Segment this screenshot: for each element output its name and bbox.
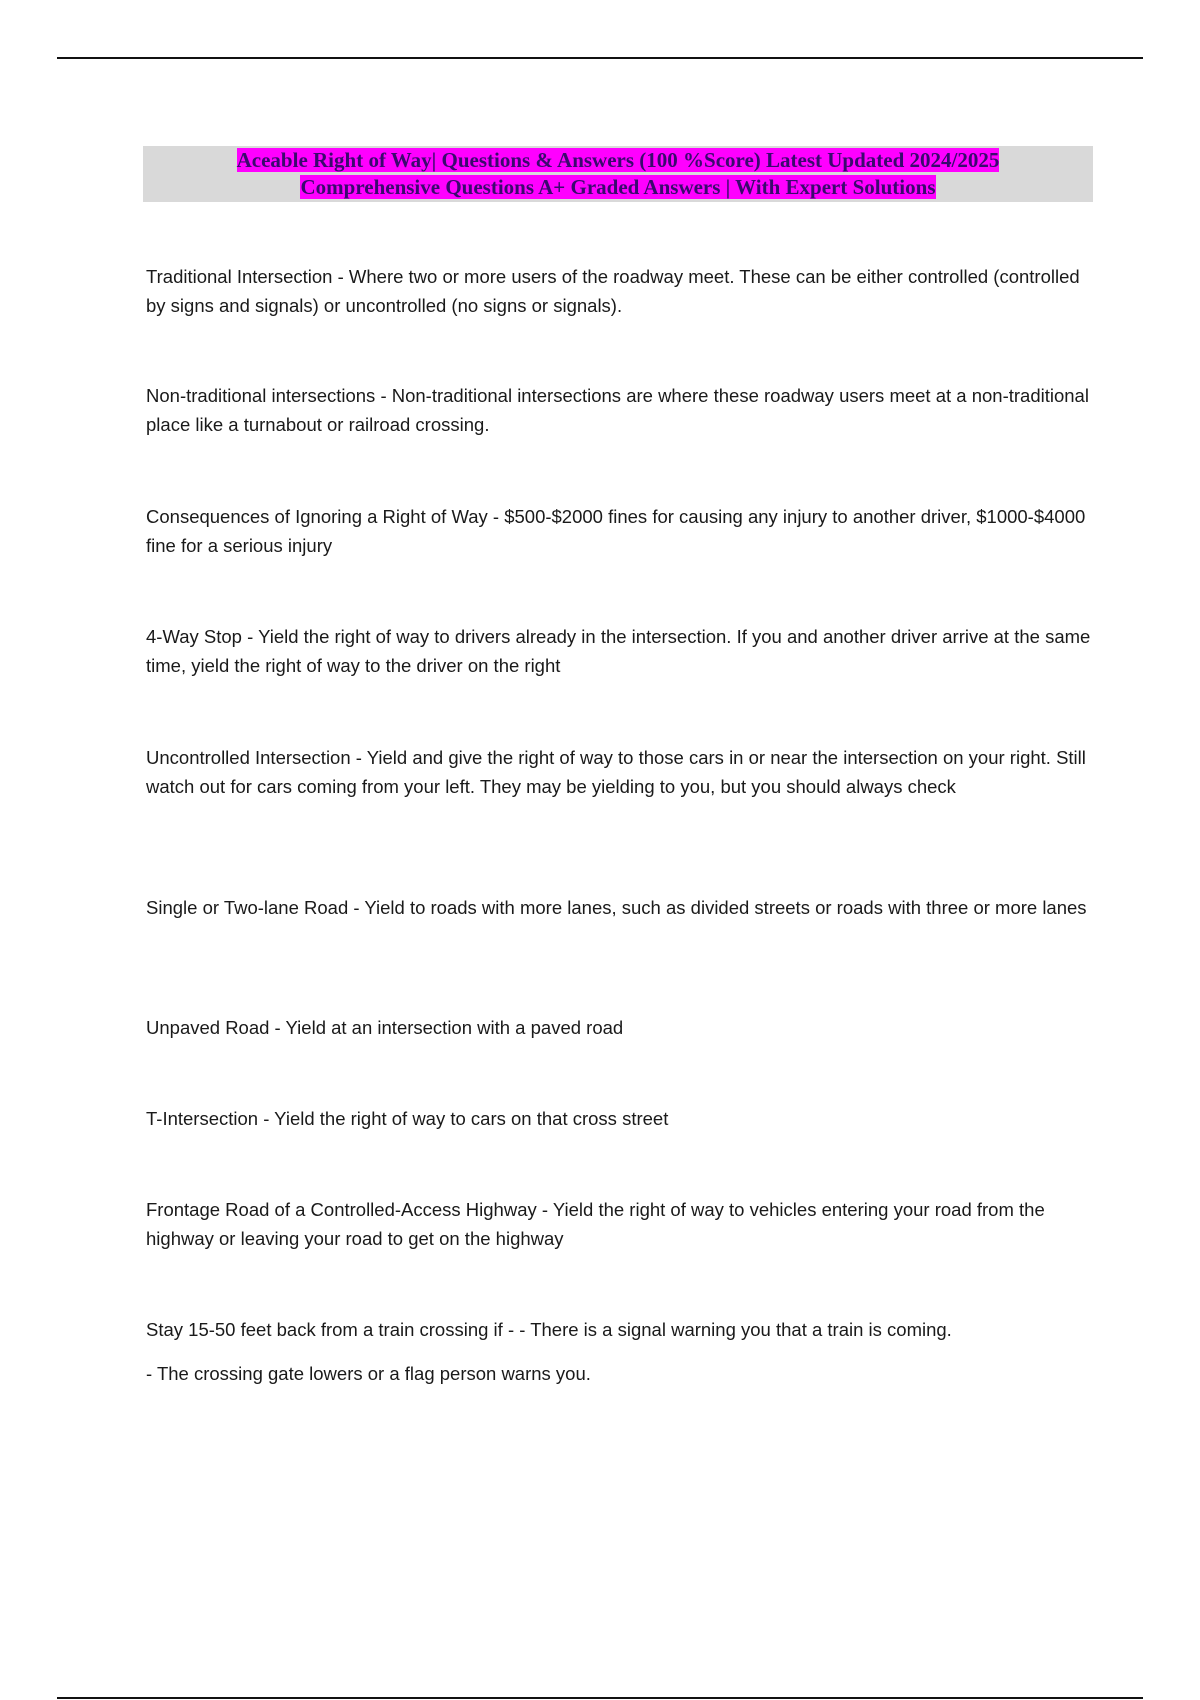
qa-entry-uncontrolled-intersection: Uncontrolled Intersection - Yield and give the right of way to those cars in or near the intersection on your right. Still watch out for cars coming from your left. They may be yielding to you, but you should always check xyxy=(146,747,1086,797)
qa-entry-t-intersection: T-Intersection - Yield the right of way to cars on that cross street xyxy=(146,1108,669,1129)
qa-entry-consequences: Consequences of Ignoring a Right of Way - $500-$2000 fines for causing any injury to another driver, $1000-$4000 fine for a serious injury xyxy=(146,506,1086,556)
title-line-2-text: Comprehensive Questions A+ Graded Answers | With Expert Solutions xyxy=(300,175,936,199)
qa-entry-4-way-stop: 4-Way Stop - Yield the right of way to drivers already in the intersection. If you and another driver arrive at the same time, yield the right of way to the driver on the right xyxy=(146,626,1091,676)
qa-entry-non-traditional-intersections: Non-traditional intersections - Non-traditional intersections are where these roadway users meet at a non-traditional place like a turnabout or railroad crossing. xyxy=(146,385,1089,435)
qa-entry-train-crossing: Stay 15-50 feet back from a train crossing if - - There is a signal warning you that a train is coming. xyxy=(146,1319,952,1340)
qa-entry-unpaved-road: Unpaved Road - Yield at an intersection with a paved road xyxy=(146,1017,624,1038)
document-title xyxy=(143,146,1093,202)
qa-entry-single-two-lane-road: Single or Two-lane Road - Yield to roads with more lanes, such as divided streets or roads with three or more lanes xyxy=(146,897,1087,918)
title-line-1 xyxy=(237,147,1000,174)
qa-entry-frontage-road: Frontage Road of a Controlled-Access Highway - Yield the right of way to vehicles entering your road from the highway or leaving your road to get on the highway xyxy=(146,1199,1045,1249)
top-rule xyxy=(57,57,1143,59)
qa-entry-traditional-intersection: Traditional Intersection - Where two or more users of the roadway meet. These can be either controlled (controlled by signs and signals) or uncontrolled (no signs or signals). xyxy=(146,266,1080,316)
title-line-2 xyxy=(300,174,935,201)
title-line-1-text: Aceable Right of Way| Questions & Answers (100 %Score) Latest Updated 2024/2025 xyxy=(236,148,1000,172)
bottom-rule xyxy=(57,1697,1143,1699)
qa-entry-train-crossing-continued: - The crossing gate lowers or a flag person warns you. xyxy=(146,1363,591,1384)
